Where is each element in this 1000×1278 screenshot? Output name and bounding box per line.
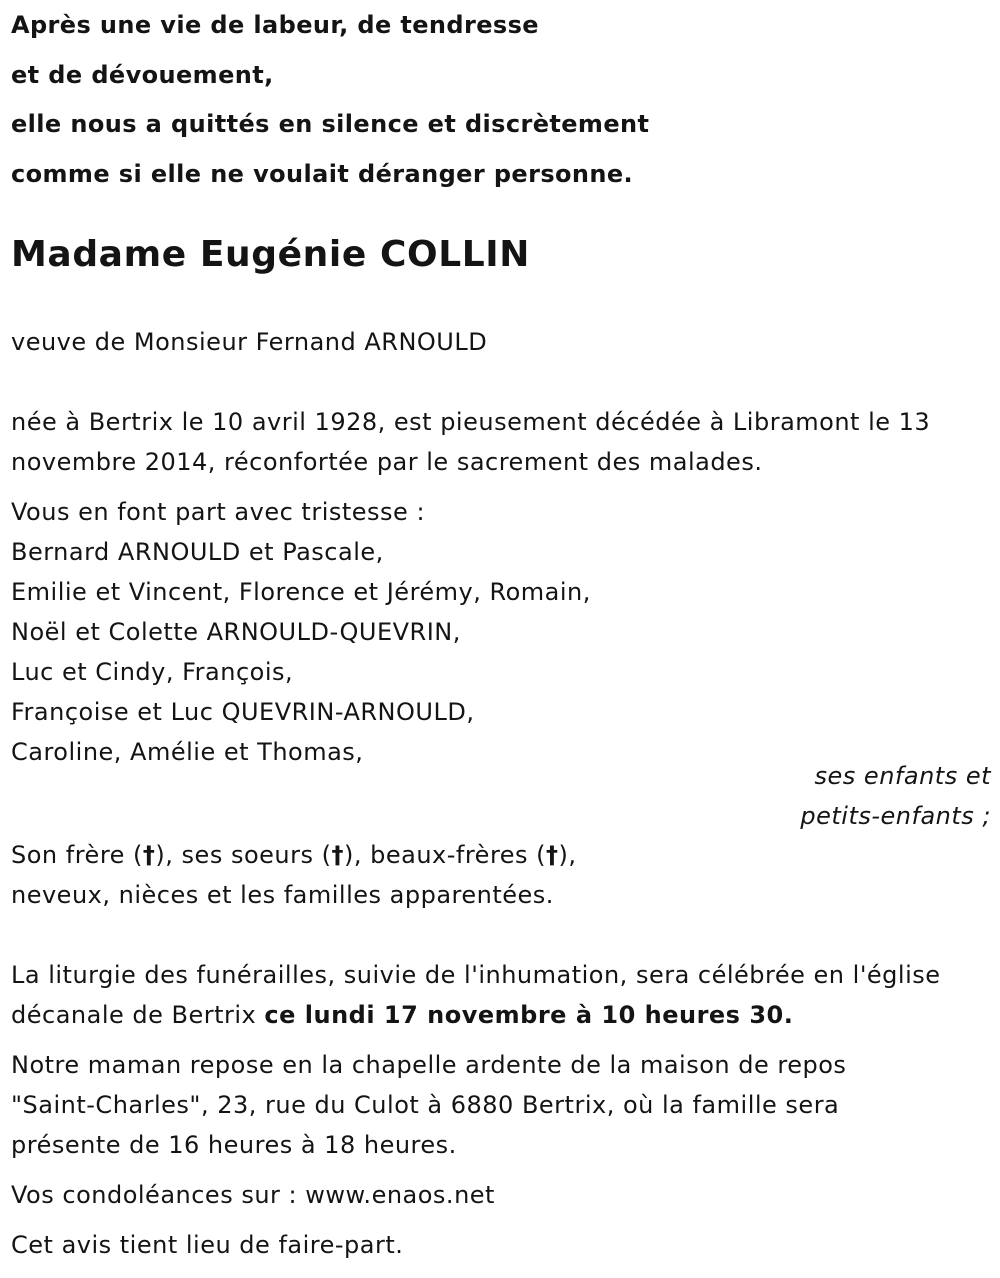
relation-line: petits-enfants ; <box>800 802 991 830</box>
intro-poem <box>11 6 649 204</box>
notice-line: Cet avis tient lieu de faire-part. <box>11 1231 404 1259</box>
intro-line: elle nous a quittés en silence et discrètement <box>11 110 650 138</box>
cross-icon: † <box>546 841 559 869</box>
rest-line: présente de 16 heures à 18 heures. <box>11 1131 457 1159</box>
sisters-text: ), ses soeurs ( <box>155 841 332 869</box>
birth-death-line: née à Bertrix le 10 avril 1928, est pieusement décédée à Libramont le 13 <box>11 408 931 436</box>
family-member: Bernard ARNOULD et Pascale, <box>11 538 384 566</box>
deceased-name-title: Madame Eugénie COLLIN <box>11 234 530 275</box>
funeral-line: La liturgie des funérailles, suivie de l'inhumation, sera célébrée en l'église <box>11 961 941 989</box>
cross-icon: † <box>331 841 344 869</box>
rest-paragraph <box>11 1045 846 1165</box>
intro-line: et de dévouement, <box>11 60 274 89</box>
funeral-paragraph <box>11 955 941 1035</box>
family-relation <box>691 756 991 836</box>
birth-death-paragraph <box>11 402 930 482</box>
condolences-text <box>11 1175 495 1215</box>
family-member: Françoise et Luc QUEVRIN-ARNOULD, <box>11 698 475 726</box>
family-announcement <box>11 492 591 772</box>
intro-line: Après une vie de labeur, de tendresse <box>11 11 539 39</box>
family-member: Luc et Cindy, François, <box>11 658 294 686</box>
funeral-date-time: ce lundi 17 novembre à 10 heures 30. <box>264 1001 794 1029</box>
widow-of-line: veuve de Monsieur Fernand ARNOULD <box>11 328 488 356</box>
extended-family-line: neveux, nièces et les familles apparentées. <box>11 881 554 909</box>
rest-line: Notre maman repose en la chapelle ardente de la maison de repos <box>11 1051 847 1079</box>
funeral-location: décanale de Bertrix <box>11 1001 265 1029</box>
notice-text <box>11 1225 403 1265</box>
intro-line: comme si elle ne voulait déranger personne. <box>11 159 634 188</box>
relation-line: ses enfants et <box>814 762 991 790</box>
extended-family-end: ), <box>558 841 577 869</box>
brothers-in-law-text: ), beaux-frères ( <box>343 841 547 869</box>
cross-icon: † <box>142 841 156 869</box>
extended-family <box>11 835 577 915</box>
family-member: Emilie et Vincent, Florence et Jérémy, Romain, <box>11 578 591 606</box>
funeral-line <box>11 995 941 1035</box>
rest-line: "Saint-Charles", 23, rue du Culot à 6880 Bertrix, où la famille sera <box>11 1091 840 1119</box>
family-intro: Vous en font part avec tristesse : <box>11 498 426 526</box>
family-member: Noël et Colette ARNOULD-QUEVRIN, <box>11 618 461 646</box>
widow-of-text <box>11 322 487 362</box>
extended-family-line <box>11 835 577 875</box>
family-member: Caroline, Amélie et Thomas, <box>11 738 364 766</box>
brother-text: Son frère ( <box>11 841 143 869</box>
birth-death-line: novembre 2014, réconfortée par le sacrement des malades. <box>11 448 763 476</box>
condolences-line: Vos condoléances sur : www.enaos.net <box>11 1181 495 1209</box>
